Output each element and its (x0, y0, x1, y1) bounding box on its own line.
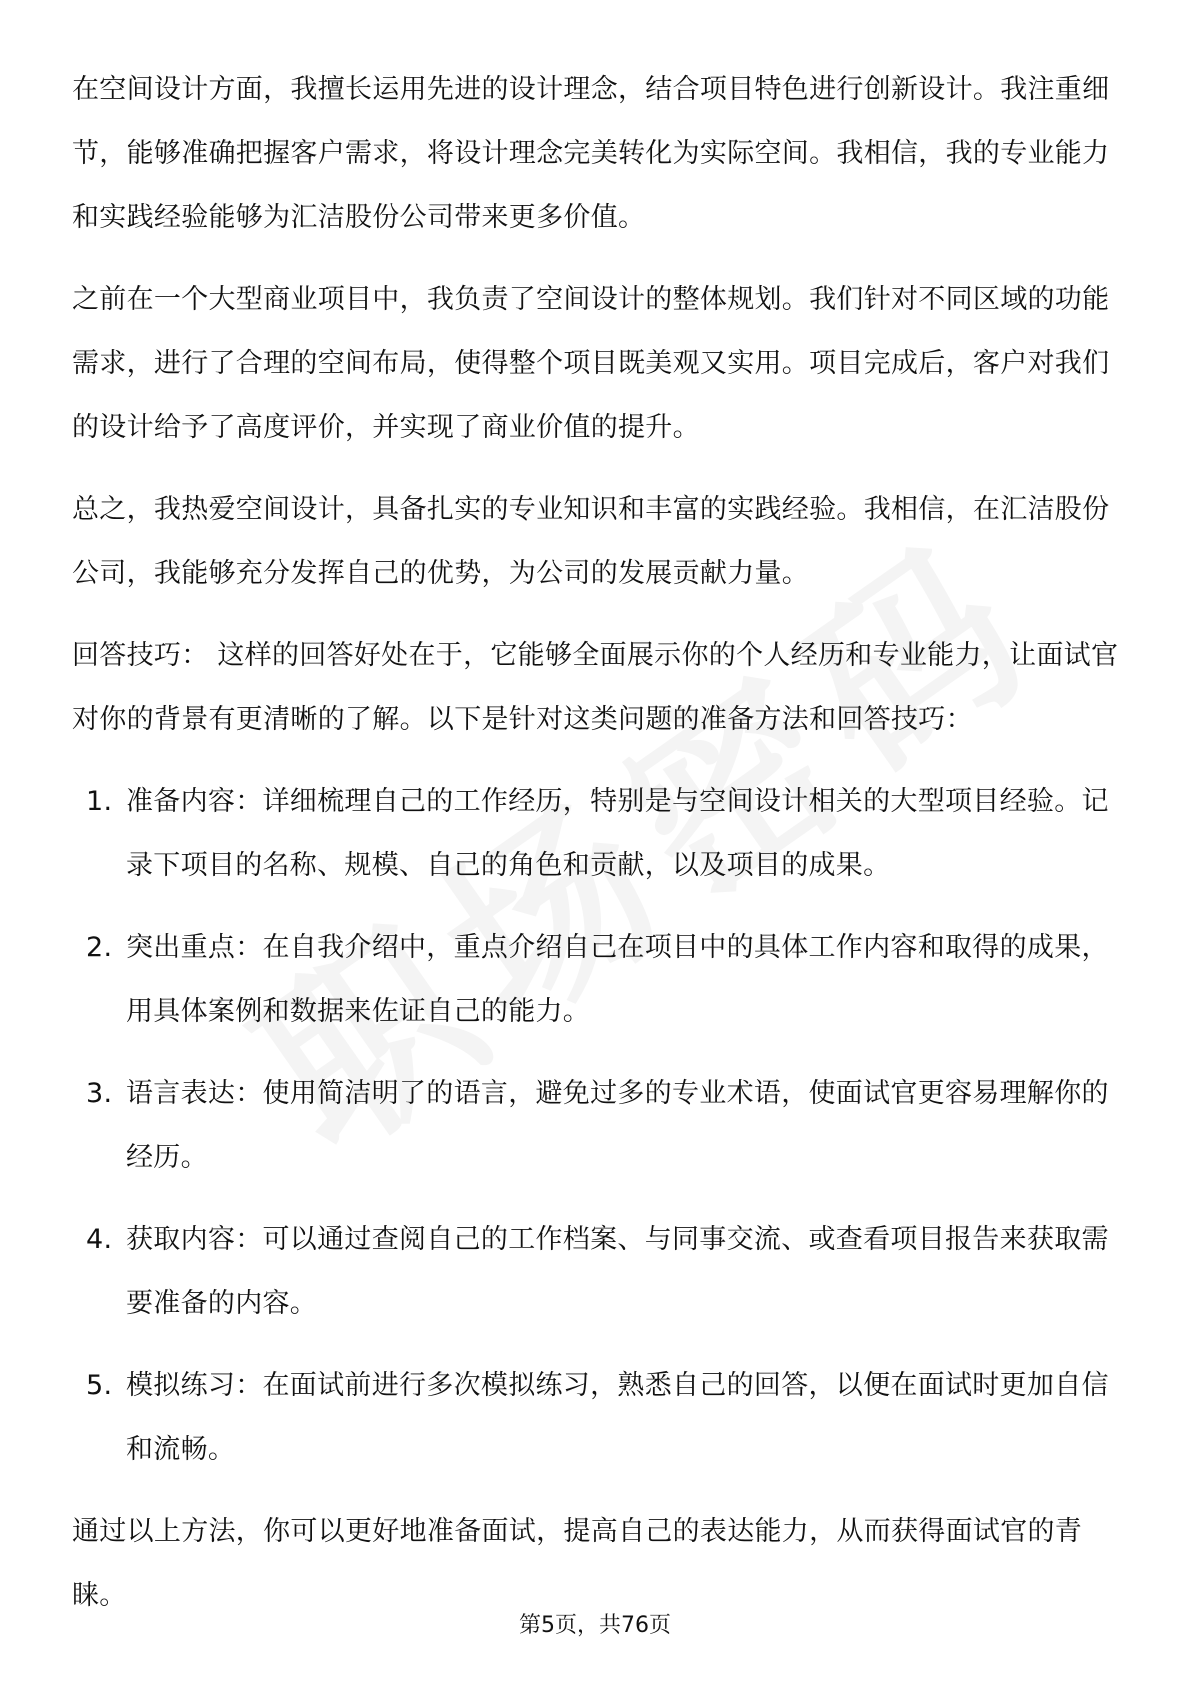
list-item (72, 1354, 1120, 1482)
list-item-number: 1. (86, 786, 113, 817)
paragraph-project-experience: 之前在一个大型商业项目中，我负责了空间设计的整体规划。我们针对不同区域的功能需求，进行了合理的空间布局，使得整个项目既美观又实用。项目完成后，客户对我们的设计给予了高度评价，并实现了商业价值的提升。 (72, 284, 1110, 443)
list-item-number: 2. (86, 932, 113, 963)
list-item-number: 3. (86, 1078, 113, 1109)
paragraph-answer-tips: 回答技巧： 这样的回答好处在于，它能够全面展示你的个人经历和专业能力，让面试官对你的背景有更清晰的了解。以下是针对这类问题的准备方法和回答技巧： (72, 640, 1119, 735)
list-item-text: 准备内容：详细梳理自己的工作经历，特别是与空间设计相关的大型项目经验。记录下项目的名称、规模、自己的角色和贡献，以及项目的成果。 (126, 786, 1109, 881)
tips-list (72, 770, 1120, 1482)
list-item (72, 916, 1120, 1044)
list-item-text: 获取内容：可以通过查阅自己的工作档案、与同事交流、或查看项目报告来获取需要准备的内容。 (126, 1224, 1109, 1319)
paragraph-space-design: 在空间设计方面，我擅长运用先进的设计理念，结合项目特色进行创新设计。我注重细节，能够准确把握客户需求，将设计理念完美转化为实际空间。我相信，我的专业能力和实践经验能够为汇洁股份公司带来更多价值。 (72, 74, 1110, 233)
list-item-text: 突出重点：在自我介绍中，重点介绍自己在项目中的具体工作内容和取得的成果，用具体案例和数据来佐证自己的能力。 (126, 932, 1109, 1027)
paragraph-conclusion: 通过以上方法，你可以更好地准备面试，提高自己的表达能力，从而获得面试官的青睐。 (72, 1516, 1083, 1611)
page-content (72, 58, 1120, 1646)
list-item (72, 770, 1120, 898)
list-item (72, 1062, 1120, 1190)
list-item-number: 5. (86, 1370, 113, 1401)
list-item-text: 模拟练习：在面试前进行多次模拟练习，熟悉自己的回答，以便在面试时更加自信和流畅。 (126, 1370, 1109, 1465)
list-item (72, 1208, 1120, 1336)
page-number: 第5页，共76页 (519, 1613, 671, 1638)
list-item-text: 语言表达：使用简洁明了的语言，避免过多的专业术语，使面试官更容易理解你的经历。 (126, 1078, 1109, 1173)
list-item-number: 4. (86, 1224, 113, 1255)
paragraph-summary: 总之，我热爱空间设计，具备扎实的专业知识和丰富的实践经验。我相信，在汇洁股份公司，我能够充分发挥自己的优势，为公司的发展贡献力量。 (72, 494, 1110, 589)
